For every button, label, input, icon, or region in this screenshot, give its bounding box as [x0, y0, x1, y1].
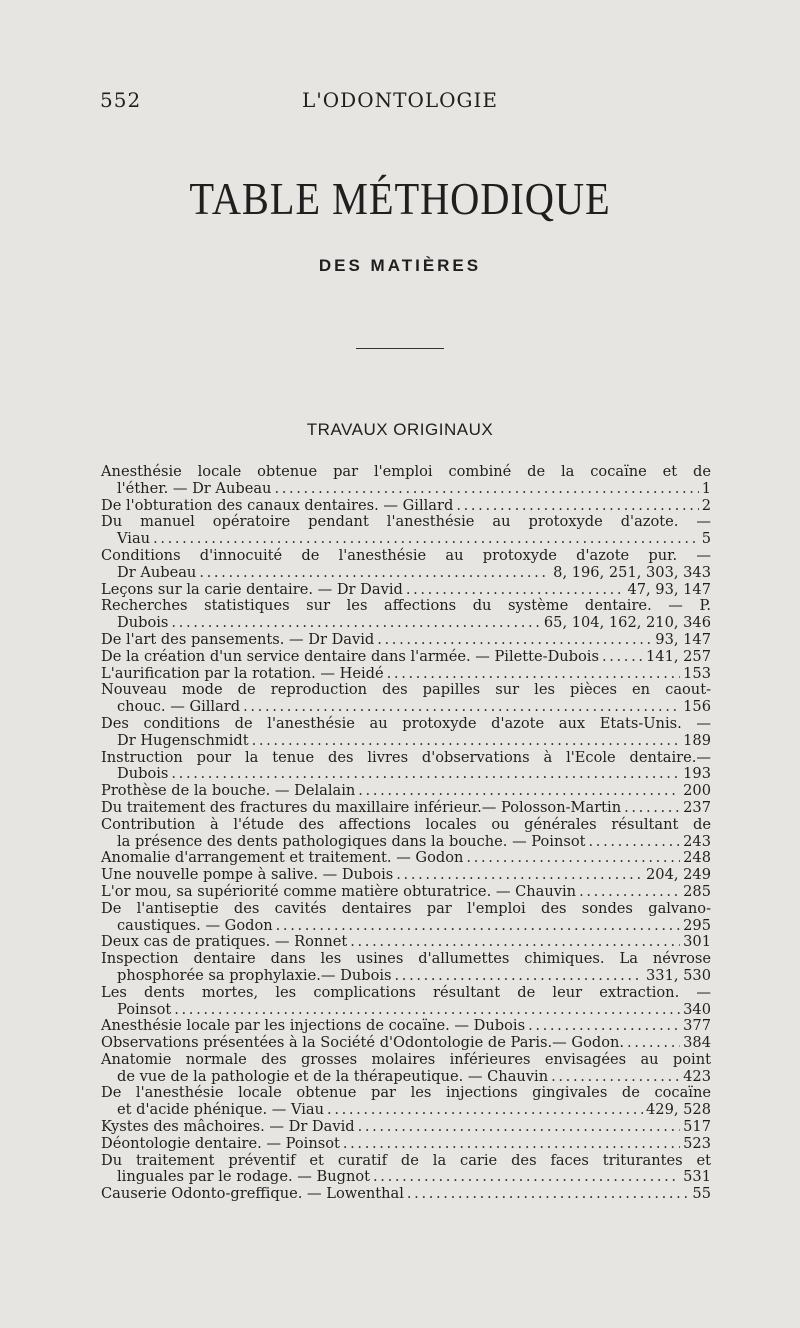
leader-dots [466, 850, 680, 867]
entry-title: Prothèse de la bouche. — Delalain [101, 782, 356, 800]
entry-title: Kystes des mâchoires. — Dr David [101, 1118, 355, 1136]
entry-title: chouc. — Gillard [117, 698, 241, 716]
page-reference: 285 [683, 882, 711, 900]
page-reference: 47, 93, 147 [627, 580, 711, 598]
leader-dots [579, 884, 680, 901]
entry-title: Dr Hugenschmidt [117, 731, 249, 749]
leader-dots [343, 1136, 680, 1153]
entry-title: L'aurification par la rotation. — Heidé [101, 664, 384, 682]
page-reference: 141, 257 [646, 647, 711, 665]
entry-title-line: Les dents mortes, les complications résultant de leur extraction. — [101, 983, 711, 1001]
entry-title: Anesthésie locale par les injections de cocaïne. — Dubois [101, 1017, 526, 1035]
toc-entry [101, 498, 711, 515]
entry-title: Du traitement des fractures du maxillaire inférieur.— Polosson-Martin [101, 798, 622, 816]
leader-dots [551, 1069, 680, 1086]
entry-title-line: Des conditions de l'anesthésie au protoxyde d'azote aux Etats-Unis. — [101, 714, 711, 732]
page-title: TABLE MÉTHODIQUE [189, 173, 611, 224]
entry-final-line [101, 867, 711, 884]
running-head [100, 88, 700, 118]
page-reference: 1 [701, 479, 711, 497]
page-reference: 2 [701, 496, 711, 514]
leader-dots [243, 699, 680, 716]
page-reference: 523 [683, 1134, 711, 1152]
toc-entry [101, 985, 711, 1019]
entry-final-line [101, 1069, 711, 1086]
entry-final-line [101, 666, 711, 683]
page-reference: 384 [683, 1034, 711, 1052]
entry-title-line: Nouveau mode de reproduction des papilles sur les pièces en caout- [101, 681, 711, 699]
toc-entry [101, 632, 711, 649]
leader-dots [358, 1119, 681, 1136]
page-reference: 55 [692, 1185, 711, 1203]
entry-final-line [101, 632, 711, 649]
leader-dots [274, 481, 698, 498]
entry-final-line [101, 884, 711, 901]
page-reference: 531 [683, 1168, 711, 1186]
entry-final-line [101, 800, 711, 817]
page-reference: 8, 196, 251, 303, 343 [553, 563, 711, 581]
leader-dots [377, 632, 652, 649]
entry-final-line [101, 1018, 711, 1035]
leader-dots [199, 565, 550, 582]
toc-entry [101, 867, 711, 884]
toc-entry [101, 1153, 711, 1187]
page-reference: 93, 147 [655, 630, 711, 648]
toc-entry [101, 1085, 711, 1119]
page-reference: 204, 249 [646, 866, 711, 884]
entry-title: caustiques. — Godon [117, 916, 273, 934]
entry-title: Déontologie dentaire. — Poinsot [101, 1134, 340, 1152]
leader-dots [395, 968, 643, 985]
entry-final-line [101, 1169, 711, 1186]
toc-entry [101, 1035, 711, 1052]
toc-entry [101, 783, 711, 800]
section-heading: TRAVAUX ORIGINAUX [306, 420, 494, 439]
leader-dots [276, 918, 680, 935]
page-reference: 295 [683, 916, 711, 934]
page-reference: 429, 528 [646, 1101, 711, 1119]
entry-title-line: Anesthésie locale obtenue par l'emploi combiné de la cocaïne et de [101, 463, 711, 480]
toc-entry [101, 1018, 711, 1035]
toc-entry [101, 716, 711, 750]
leader-dots [589, 834, 681, 851]
divider-rule [356, 348, 444, 349]
toc-entry [101, 750, 711, 784]
entry-final-line [101, 934, 711, 951]
entry-title-line: Contribution à l'étude des affections locales ou générales résultant de [101, 815, 711, 833]
leader-dots [406, 582, 625, 599]
entry-final-line [101, 498, 711, 515]
entry-title: Une nouvelle pompe à salive. — Dubois [101, 866, 394, 884]
page-reference: 65, 104, 162, 210, 346 [543, 614, 711, 632]
leader-dots [327, 1102, 643, 1119]
page-reference: 301 [683, 933, 711, 951]
table-of-contents [101, 464, 711, 1203]
toc-entry [101, 901, 711, 935]
leader-dots [456, 498, 698, 515]
toc-entry [101, 1119, 711, 1136]
leader-dots [624, 800, 680, 817]
entry-title-line: De l'anesthésie locale obtenue par les injections gingivales de cocaïne [101, 1084, 711, 1102]
entry-final-line [101, 1035, 711, 1052]
toc-entry [101, 582, 711, 599]
entry-final-line [101, 615, 711, 632]
entry-title: L'or mou, sa supériorité comme matière obturatrice. — Chauvin [101, 882, 577, 900]
entry-final-line [101, 783, 711, 800]
page-reference: 237 [683, 798, 711, 816]
entry-title: Observations présentées à la Société d'Odontologie de Paris.— Godon. [101, 1034, 625, 1052]
entry-title: de vue de la pathologie et de la thérapeutique. — Chauvin [117, 1067, 549, 1085]
toc-entry [101, 1052, 711, 1086]
leader-dots [396, 867, 643, 884]
entry-title: et d'acide phénique. — Viau [117, 1101, 325, 1119]
entry-final-line [101, 1119, 711, 1136]
entry-title-line: Anatomie normale des grosses molaires inférieures envisagées au point [101, 1050, 711, 1068]
toc-entry [101, 649, 711, 666]
entry-title-line: Inspection dentaire dans les usines d'allumettes chimiques. La névrose [101, 950, 711, 968]
toc-entry [101, 934, 711, 951]
journal-title: L'ODONTOLOGIE [302, 88, 498, 112]
entry-title: Viau [117, 530, 151, 548]
toc-entry [101, 598, 711, 632]
page-reference: 517 [683, 1118, 711, 1136]
page-reference: 189 [683, 731, 711, 749]
entry-final-line [101, 649, 711, 666]
entry-title: Dubois [117, 765, 169, 783]
page-reference: 156 [683, 698, 711, 716]
entry-final-line [101, 565, 711, 582]
entry-title: Causerie Odonto-greffique. — Lowenthal [101, 1185, 404, 1203]
entry-title: la présence des dents pathologiques dans la bouche. — Poinsot [117, 832, 586, 850]
entry-final-line [101, 481, 711, 498]
toc-entry [101, 817, 711, 851]
entry-title-line: De l'antiseptie des cavités dentaires par l'emploi des sondes galvano- [101, 899, 711, 917]
leader-dots [602, 649, 643, 666]
leader-dots [350, 934, 680, 951]
toc-entry [101, 884, 711, 901]
toc-entry [101, 951, 711, 985]
leader-dots [528, 1018, 680, 1035]
leader-dots [373, 1169, 680, 1186]
entry-title-line: Du manuel opératoire pendant l'anesthésie au protoxyde d'azote. — [101, 513, 711, 531]
page-subtitle: DES MATIÈRES [318, 256, 482, 275]
page-reference: 423 [683, 1067, 711, 1085]
leader-dots [407, 1186, 690, 1203]
page-reference: 331, 530 [646, 966, 711, 984]
entry-title: phosphorée sa prophylaxie.— Dubois [117, 966, 392, 984]
entry-title: Leçons sur la carie dentaire. — Dr David [101, 580, 403, 598]
leader-dots [171, 766, 680, 783]
toc-entry [101, 666, 711, 683]
toc-entry [101, 1136, 711, 1153]
entry-title: Anomalie d'arrangement et traitement. — Godon [101, 849, 464, 867]
leader-dots [387, 666, 681, 683]
toc-entry [101, 514, 711, 548]
entry-title: Deux cas de pratiques. — Ronnet [101, 933, 348, 951]
leader-dots [627, 1035, 680, 1052]
page-reference: 340 [683, 1000, 711, 1018]
leader-dots [252, 733, 681, 750]
toc-entry [101, 682, 711, 716]
entry-final-line [101, 531, 711, 548]
page-reference: 200 [683, 782, 711, 800]
page-number: 552 [100, 88, 142, 112]
entry-final-line [101, 733, 711, 750]
entry-title: l'éther. — Dr Aubeau [117, 479, 272, 497]
entry-final-line [101, 968, 711, 985]
entry-title: De l'art des pansements. — Dr David [101, 630, 375, 648]
toc-entry [101, 1186, 711, 1203]
entry-final-line [101, 1102, 711, 1119]
toc-entry [101, 850, 711, 867]
entry-title: De l'obturation des canaux dentaires. — Gillard [101, 496, 454, 514]
page-reference: 243 [683, 832, 711, 850]
entry-title: De la création d'un service dentaire dans l'armée. — Pilette-Dubois [101, 647, 599, 665]
entry-final-line [101, 1186, 711, 1203]
leader-dots [171, 615, 541, 632]
entry-title: Dubois [117, 614, 169, 632]
entry-final-line [101, 918, 711, 935]
entry-final-line [101, 850, 711, 867]
entry-title: Poinsot [117, 1000, 172, 1018]
entry-final-line [101, 1002, 711, 1019]
page-reference: 193 [683, 765, 711, 783]
page-reference: 5 [701, 530, 711, 548]
entry-title-line: Recherches statistiques sur les affections du système dentaire. — P. [101, 597, 711, 615]
entry-title: linguales par le rodage. — Bugnot [117, 1168, 371, 1186]
entry-title-line: Instruction pour la tenue des livres d'observations à l'Ecole dentaire.— [101, 748, 711, 766]
toc-entry [101, 464, 711, 498]
toc-entry [101, 800, 711, 817]
entry-title-line: Conditions d'innocuité de l'anesthésie au protoxyde d'azote pur. — [101, 546, 711, 564]
page-reference: 377 [683, 1017, 711, 1035]
entry-title-line: Du traitement préventif et curatif de la carie des faces triturantes et [101, 1151, 711, 1169]
leader-dots [358, 783, 680, 800]
entry-final-line [101, 834, 711, 851]
entry-final-line [101, 699, 711, 716]
page-reference: 248 [683, 849, 711, 867]
leader-dots [153, 531, 699, 548]
toc-entry [101, 548, 711, 582]
leader-dots [174, 1002, 680, 1019]
entry-final-line [101, 1136, 711, 1153]
entry-final-line [101, 582, 711, 599]
entry-final-line [101, 766, 711, 783]
page-reference: 153 [683, 664, 711, 682]
entry-title: Dr Aubeau [117, 563, 197, 581]
